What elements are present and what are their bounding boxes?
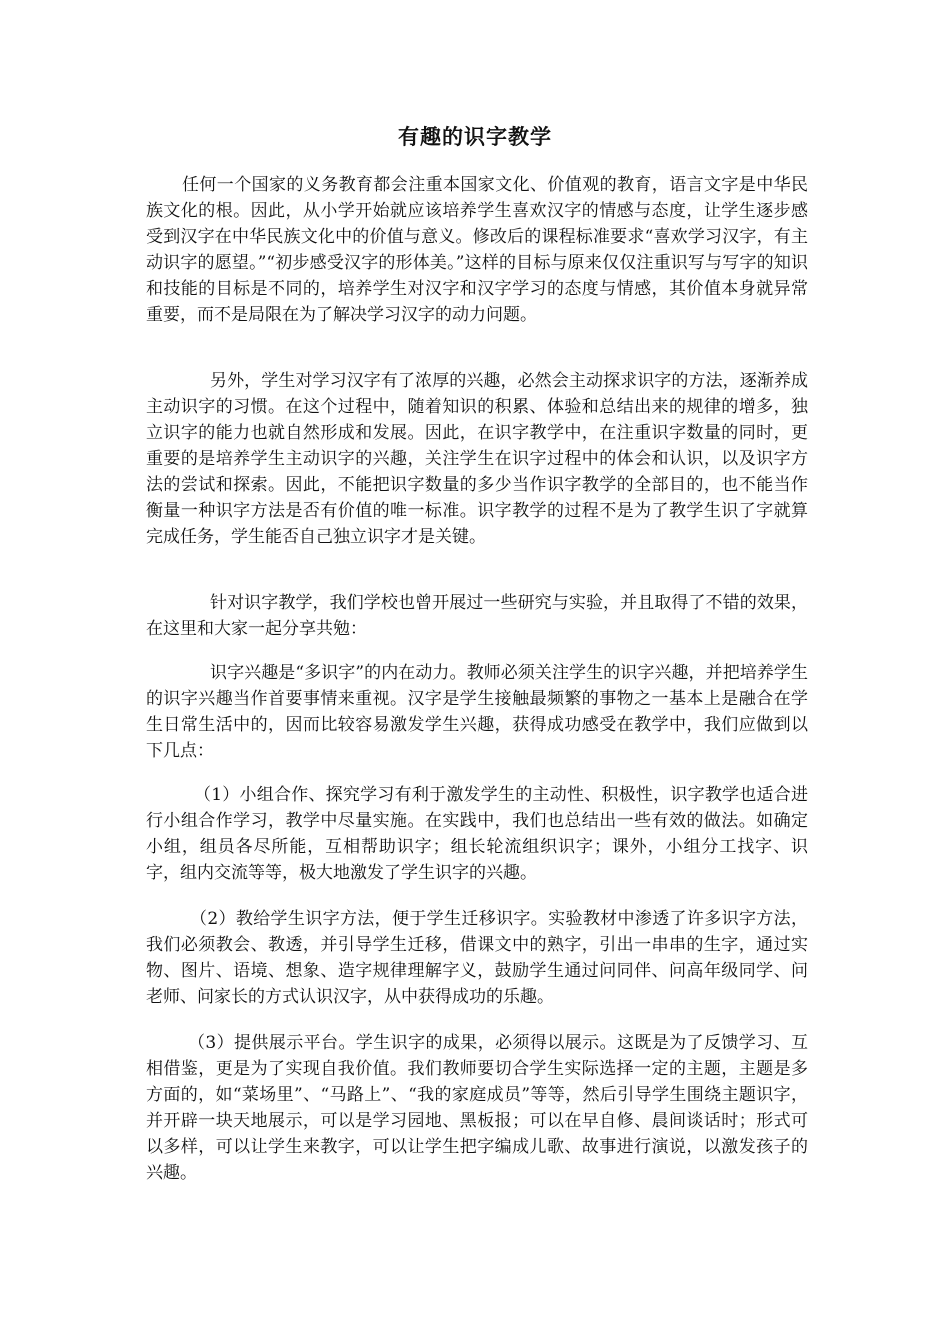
paragraph-research: 针对识字教学，我们学校也曾开展过一些研究与实验，并且取得了不错的效果，在这里和大家一起分享共勉： — [146, 593, 808, 639]
paragraph-intro: 任何一个国家的义务教育都会注重本国家文化、价值观的教育，语言文字是中华民族文化的根。因此，从小学开始就应该培养学生喜欢汉字的情感与态度，让学生逐步感受到汉字在中华民族文化中的价值与意义。修改后的课程标准要求“喜欢学习汉字，有主动识字的愿望。”“初步感受汉字的形体美。”这样的目标与原来仅仅注重识写与写字的知识和技能的目标是不同的，培养学生对汉字和汉字学习的态度与情感，其价值本身就异常重要，而不是局限在为了解决学习汉字的动力问题。 — [146, 175, 808, 325]
paragraph-interest: 另外，学生对学习汉字有了浓厚的兴趣，必然会主动探求识字的方法，逐渐养成主动识字的习惯。在这个过程中，随着知识的积累、体验和总结出来的规律的增多，独立识字的能力也就自然形成和发展。因此，在识字教学中，在注重识字数量的同时，更重要的是培养学生主动识字的兴趣，关注学生在识字过程中的体会和认识，以及识字方法的尝试和探索。因此，不能把识字数量的多少当作识字教学的全部目的，也不能当作衡量一种识字方法是否有价值的唯一标准。识字教学的过程不是为了教学生识了字就算完成任务，学生能否自己独立识字才是关键。 — [146, 371, 808, 547]
paragraph-motivation: 识字兴趣是“多识字”的内在动力。教师必须关注学生的识字兴趣，并把培养学生的识字兴趣当作首要事情来重视。汉字是学生接触最频繁的事物之一基本上是融合在学生日常生活中的，因而比较容易激发学生兴趣，获得成功感受在教学中，我们应做到以下几点： — [146, 663, 808, 761]
paragraph-point-1: （1）小组合作、探究学习有利于激发学生的主动性、积极性，识字教学也适合进行小组合作学习，教学中尽量实施。在实践中，我们也总结出一些有效的做法。如确定小组，组员各尽所能，互相帮助识字；组长轮流组织识字；课外，小组分工找字、识字，组内交流等等，极大地激发了学生识字的兴趣。 — [146, 785, 808, 883]
document-title: 有趣的识字教学 — [398, 124, 552, 149]
paragraph-point-3: （3）提供展示平台。学生识字的成果，必须得以展示。这既是为了反馈学习、互相借鉴，更是为了实现自我价值。我们教师要切合学生实际选择一定的主题，主题是多方面的，如“菜场里”、“马路上”、“我的家庭成员”等等，然后引导学生围绕主题识字，并开辟一块天地展示，可以是学习园地、黑板报；可以在早自修、晨间谈话时；形式可以多样，可以让学生来教字，可以让学生把字编成儿歌、故事进行演说，以激发孩子的兴趣。 — [146, 1033, 808, 1183]
paragraph-point-2: （2）教给学生识字方法，便于学生迁移识字。实验教材中渗透了许多识字方法，我们必须教会、教透，并引导学生迁移，借课文中的熟字，引出一串串的生字，通过实物、图片、语境、想象、造字规律理解字义，鼓励学生通过问同伴、问高年级同学、问老师、问家长的方式认识汉字，从中获得成功的乐趣。 — [146, 909, 808, 1007]
